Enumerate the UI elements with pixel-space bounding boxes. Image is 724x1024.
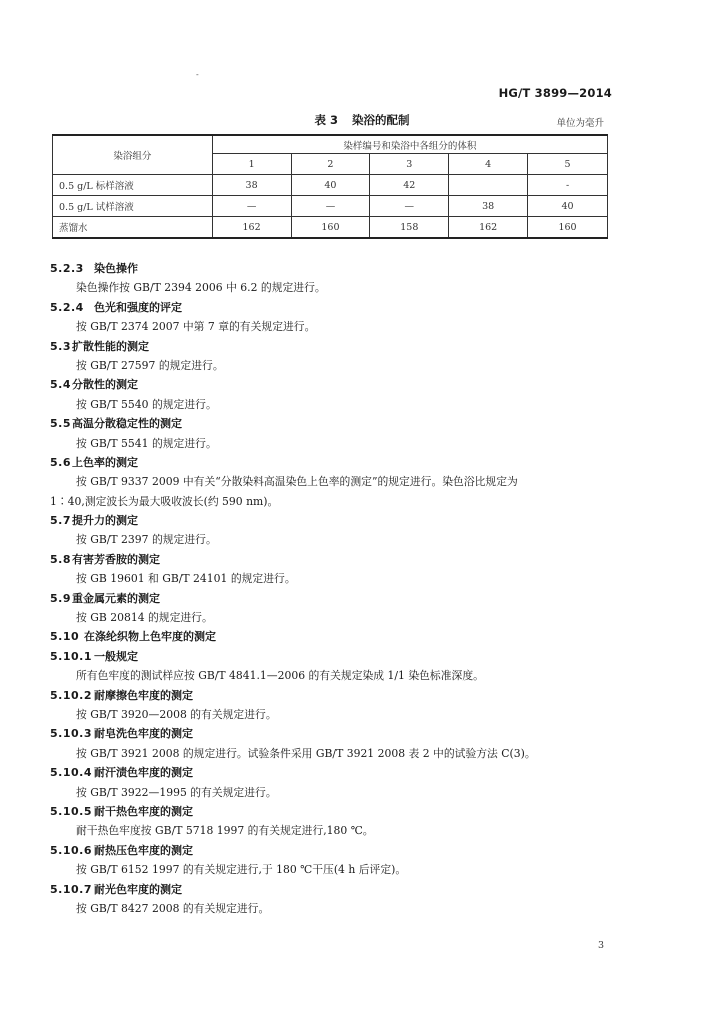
section-heading bbox=[50, 453, 630, 472]
section-title: 耐光色牢度的测定 bbox=[94, 882, 182, 896]
table-column-header: 5 bbox=[528, 154, 608, 175]
table-cell: 160 bbox=[291, 217, 370, 239]
table-cell: 160 bbox=[528, 217, 608, 239]
table-column-header: 2 bbox=[291, 154, 370, 175]
table-cell: - bbox=[528, 175, 608, 196]
section-title: 有害芳香胺的测定 bbox=[72, 552, 160, 566]
table-cell: 40 bbox=[291, 175, 370, 196]
table-cell: 158 bbox=[370, 217, 449, 239]
table-cell: — bbox=[370, 196, 449, 217]
section-number: 5.10.6 bbox=[50, 843, 92, 857]
table-cell: 38 bbox=[449, 196, 528, 217]
table-cell: — bbox=[212, 196, 291, 217]
table-caption bbox=[0, 112, 724, 128]
section-paragraph: 按 GB/T 2374 2007 中第 7 章的有关规定进行。 bbox=[76, 320, 316, 334]
table-cell: 162 bbox=[449, 217, 528, 239]
section-number: 5.10.2 bbox=[50, 688, 92, 702]
table-row bbox=[53, 175, 608, 196]
section-title: 色光和强度的评定 bbox=[94, 300, 182, 314]
section-heading bbox=[50, 511, 630, 530]
section-title: 耐皂洗色牢度的测定 bbox=[94, 727, 193, 741]
table-row bbox=[53, 196, 608, 217]
section-paragraph: 按 GB/T 3921 2008 的规定进行。试验条件采用 GB/T 3921 2008 表 2 中的试验方法 C(3)。 bbox=[76, 746, 536, 760]
section-number: 5.7 bbox=[50, 514, 71, 528]
row-label: 0.5 g/L 试样溶液 bbox=[53, 196, 213, 217]
section-paragraph: 按 GB/T 5540 的规定进行。 bbox=[76, 397, 217, 411]
table-row bbox=[53, 217, 608, 239]
section-heading bbox=[50, 802, 630, 821]
section-heading bbox=[50, 259, 630, 278]
section-heading bbox=[50, 414, 630, 433]
section-paragraph: 染色操作按 GB/T 2394 2006 中 6.2 的规定进行。 bbox=[76, 281, 326, 295]
section-title: 重金属元素的测定 bbox=[72, 591, 160, 605]
section-paragraph: 按 GB/T 6152 1997 的有关规定进行,于 180 ℃干压(4 h 后评定)。 bbox=[76, 863, 407, 877]
section-heading bbox=[50, 724, 630, 743]
section-title: 染色操作 bbox=[94, 262, 138, 275]
section-title: 提升力的测定 bbox=[72, 514, 138, 528]
section-paragraph: 按 GB/T 8427 2008 的有关规定进行。 bbox=[76, 901, 270, 915]
section-paragraph: 按 GB/T 5541 的规定进行。 bbox=[76, 436, 217, 450]
row-label: 蒸馏水 bbox=[53, 217, 213, 239]
section-title: 耐摩擦色牢度的测定 bbox=[94, 688, 193, 702]
section-paragraph: 耐干热色牢度按 GB/T 5718 1997 的有关规定进行,180 ℃。 bbox=[76, 824, 374, 838]
section-paragraph: 按 GB/T 9337 2009 中有关“分散染料高温染色上色率的测定”的规定进行。染色浴比规定为 bbox=[76, 475, 518, 489]
section-paragraph: 按 GB/T 27597 的规定进行。 bbox=[76, 358, 224, 372]
section-heading bbox=[50, 686, 630, 705]
section-paragraph: 按 GB 19601 和 GB/T 24101 的规定进行。 bbox=[76, 572, 296, 586]
table-column-header: 3 bbox=[370, 154, 449, 175]
header-mark: - bbox=[196, 70, 199, 79]
section-number: 5.10.1 bbox=[50, 649, 92, 663]
table-cell: 162 bbox=[212, 217, 291, 239]
section-number: 5.9 bbox=[50, 591, 71, 605]
section-number: 5.10.5 bbox=[50, 804, 92, 818]
table-cell: — bbox=[291, 196, 370, 217]
section-title: 分散性的测定 bbox=[72, 378, 138, 392]
section-title: 耐干热色牢度的测定 bbox=[94, 804, 193, 818]
section-paragraph: 按 GB/T 2397 的规定进行。 bbox=[76, 533, 217, 547]
section-heading bbox=[50, 589, 630, 608]
table-cell bbox=[449, 175, 528, 196]
section-title: 上色率的测定 bbox=[72, 455, 138, 469]
section-number: 5.3 bbox=[50, 339, 71, 353]
row-label: 0.5 g/L 标样溶液 bbox=[53, 175, 213, 196]
section-heading bbox=[50, 841, 630, 860]
section-paragraph: 按 GB 20814 的规定进行。 bbox=[76, 611, 213, 625]
section-number: 5.6 bbox=[50, 455, 71, 469]
table-group-header: 染样编号和染浴中各组分的体积 bbox=[212, 135, 607, 154]
section-heading bbox=[50, 627, 630, 646]
section-number: 5.4 bbox=[50, 378, 71, 392]
section-number: 5.10.3 bbox=[50, 727, 92, 741]
section-paragraph: 所有色牢度的测试样应按 GB/T 4841.1—2006 的有关规定染成 1/1 染色标准深度。 bbox=[76, 669, 484, 683]
section-number: 5.8 bbox=[50, 552, 71, 566]
table-cell: 42 bbox=[370, 175, 449, 196]
table-caption-title: 染浴的配制 bbox=[352, 113, 410, 127]
section-number: 5.10.4 bbox=[50, 766, 92, 780]
section-title: 在涤纶织物上色牢度的测定 bbox=[84, 630, 216, 644]
section-title: 耐热压色牢度的测定 bbox=[94, 843, 193, 857]
table-cell: 40 bbox=[528, 196, 608, 217]
document-body bbox=[50, 259, 630, 918]
section-heading bbox=[50, 375, 630, 394]
section-number: 5.5 bbox=[50, 417, 71, 431]
section-title: 扩散性能的测定 bbox=[72, 339, 149, 353]
table-cell: 38 bbox=[212, 175, 291, 196]
section-number: 5.2.4 bbox=[50, 300, 84, 314]
dye-bath-table bbox=[52, 134, 608, 239]
section-heading bbox=[50, 550, 630, 569]
section-title: 高温分散稳定性的测定 bbox=[72, 417, 182, 431]
section-heading bbox=[50, 647, 630, 666]
table-unit-note: 单位为毫升 bbox=[556, 118, 604, 129]
standard-code: HG/T 3899—2014 bbox=[498, 86, 612, 100]
section-heading bbox=[50, 337, 630, 356]
section-paragraph: 按 GB/T 3920—2008 的有关规定进行。 bbox=[76, 707, 277, 721]
section-number: 5.10 bbox=[50, 630, 80, 644]
table-column-header: 1 bbox=[212, 154, 291, 175]
section-paragraph: 按 GB/T 3922—1995 的有关规定进行。 bbox=[76, 785, 277, 799]
table-row-header: 染浴组分 bbox=[53, 135, 213, 175]
section-paragraph: 1∶40,测定波长为最大吸收波长(约 590 nm)。 bbox=[50, 494, 279, 508]
section-title: 一般规定 bbox=[94, 649, 138, 663]
section-heading bbox=[50, 763, 630, 782]
section-heading bbox=[50, 298, 630, 317]
section-number: 5.10.7 bbox=[50, 882, 92, 896]
table-column-header: 4 bbox=[449, 154, 528, 175]
table-caption-label: 表 3 bbox=[314, 113, 338, 127]
section-number: 5.2.3 bbox=[50, 262, 84, 275]
page-number: 3 bbox=[597, 940, 604, 951]
section-heading bbox=[50, 880, 630, 899]
section-title: 耐汗渍色牢度的测定 bbox=[94, 766, 193, 780]
